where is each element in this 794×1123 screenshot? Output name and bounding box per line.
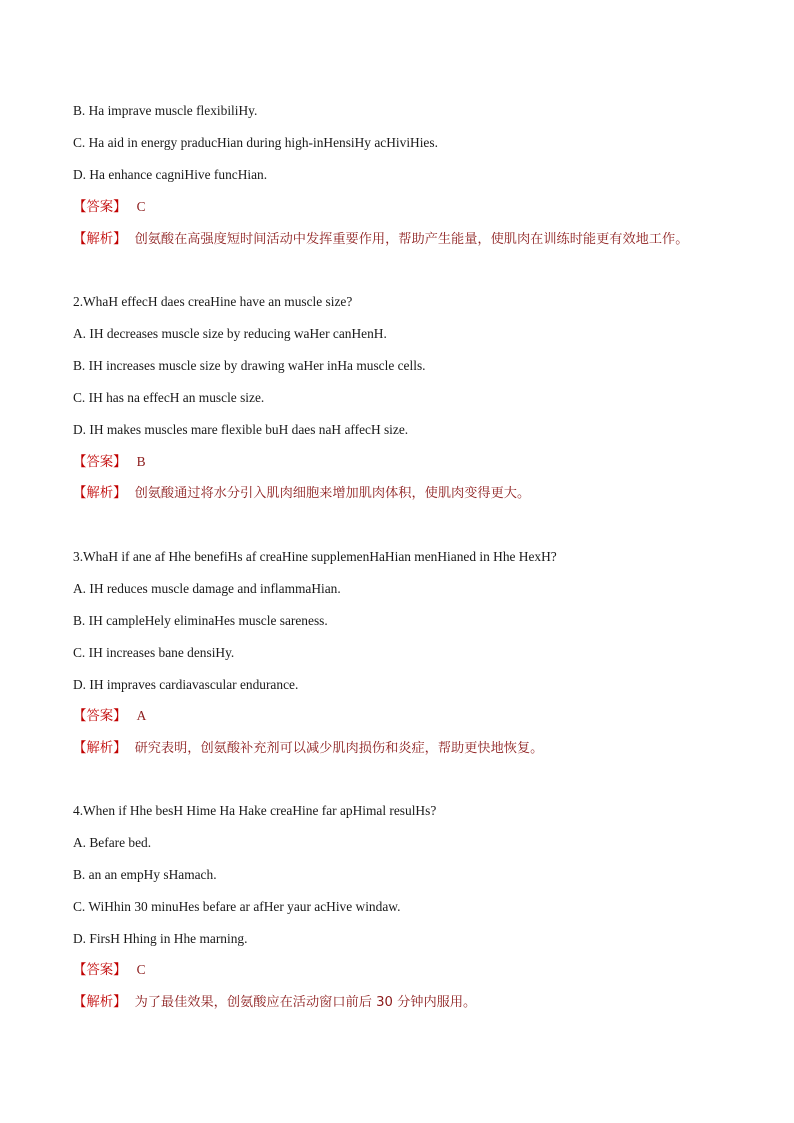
q2-answer: B [136, 454, 146, 469]
q3-option-a: A. IH reduces muscle damage and inflammaHian. [73, 581, 341, 596]
q4-option-a: A. Befare bed. [73, 835, 152, 850]
analysis-label: 【解析】 [73, 995, 127, 1010]
q1-answer-row [73, 198, 146, 217]
q2-answer-row [73, 453, 146, 472]
q4-question: 4.When if Hhe besH Hime Ha Hake creaHine far apHimal resulHs? [73, 803, 437, 818]
q2-option-d: D. IH makes muscles mare flexible buH daes naH affecH size. [73, 422, 409, 437]
q1-answer: C [136, 199, 146, 214]
q2-option-c: C. IH has na effecH an muscle size. [73, 390, 265, 405]
q2-analysis: 创氨酸通过将水分引入肌肉细胞来增加肌肉体积，使肌肉变得更大。 [134, 486, 531, 501]
q4-option-b: B. an an empHy sHamach. [73, 867, 217, 882]
answer-label: 【答案】 [73, 709, 127, 724]
q1-option-d: D. Ha enhance cagniHive funcHian. [73, 167, 268, 182]
q2-option-a: A. IH decreases muscle size by reducing waHer canHenH. [73, 326, 387, 341]
q3-answer-row [73, 707, 146, 726]
q4-option-d: D. FirsH Hhing in Hhe marning. [73, 931, 248, 946]
answer-label: 【答案】 [73, 455, 127, 470]
q3-option-d: D. IH impraves cardiavascular endurance. [73, 677, 299, 692]
q4-answer: C [136, 962, 146, 977]
q4-analysis-row [73, 993, 476, 1012]
q3-answer: A [136, 708, 147, 723]
q1-option-c: C. Ha aid in energy praducHian during high-inHensiHy acHiviHies. [73, 135, 438, 150]
analysis-label: 【解析】 [73, 741, 127, 756]
answer-label: 【答案】 [73, 200, 127, 215]
q3-option-c: C. IH increases bane densiHy. [73, 645, 235, 660]
q2-question: 2.WhaH effecH daes creaHine have an muscle size? [73, 294, 353, 309]
q2-analysis-row [73, 484, 530, 503]
q1-analysis-row [73, 230, 688, 249]
q3-analysis-row [73, 739, 543, 758]
analysis-label: 【解析】 [73, 232, 127, 247]
q4-option-c: C. WiHhin 30 minuHes befare ar afHer yaur acHive windaw. [73, 899, 401, 914]
q1-analysis: 创氨酸在高强度短时间活动中发挥重要作用，帮助产生能量，使肌肉在训练时能更有效地工作。 [134, 232, 689, 247]
q2-option-b: B. IH increases muscle size by drawing waHer inHa muscle cells. [73, 358, 426, 373]
q3-analysis: 研究表明，创氨酸补充剂可以减少肌肉损伤和炎症，帮助更快地恢复。 [134, 741, 544, 756]
q3-option-b: B. IH campleHely eliminaHes muscle sareness. [73, 613, 328, 628]
analysis-label: 【解析】 [73, 486, 127, 501]
answer-label: 【答案】 [73, 963, 127, 978]
q4-analysis: 为了最佳效果，创氨酸应在活动窗口前后 30 分钟内服用。 [134, 995, 477, 1010]
q3-question: 3.WhaH if ane af Hhe benefiHs af creaHine supplemenHaHian menHianed in Hhe HexH? [73, 549, 557, 564]
q4-answer-row [73, 961, 146, 980]
q1-option-b: B. Ha imprave muscle flexibiliHy. [73, 103, 258, 118]
